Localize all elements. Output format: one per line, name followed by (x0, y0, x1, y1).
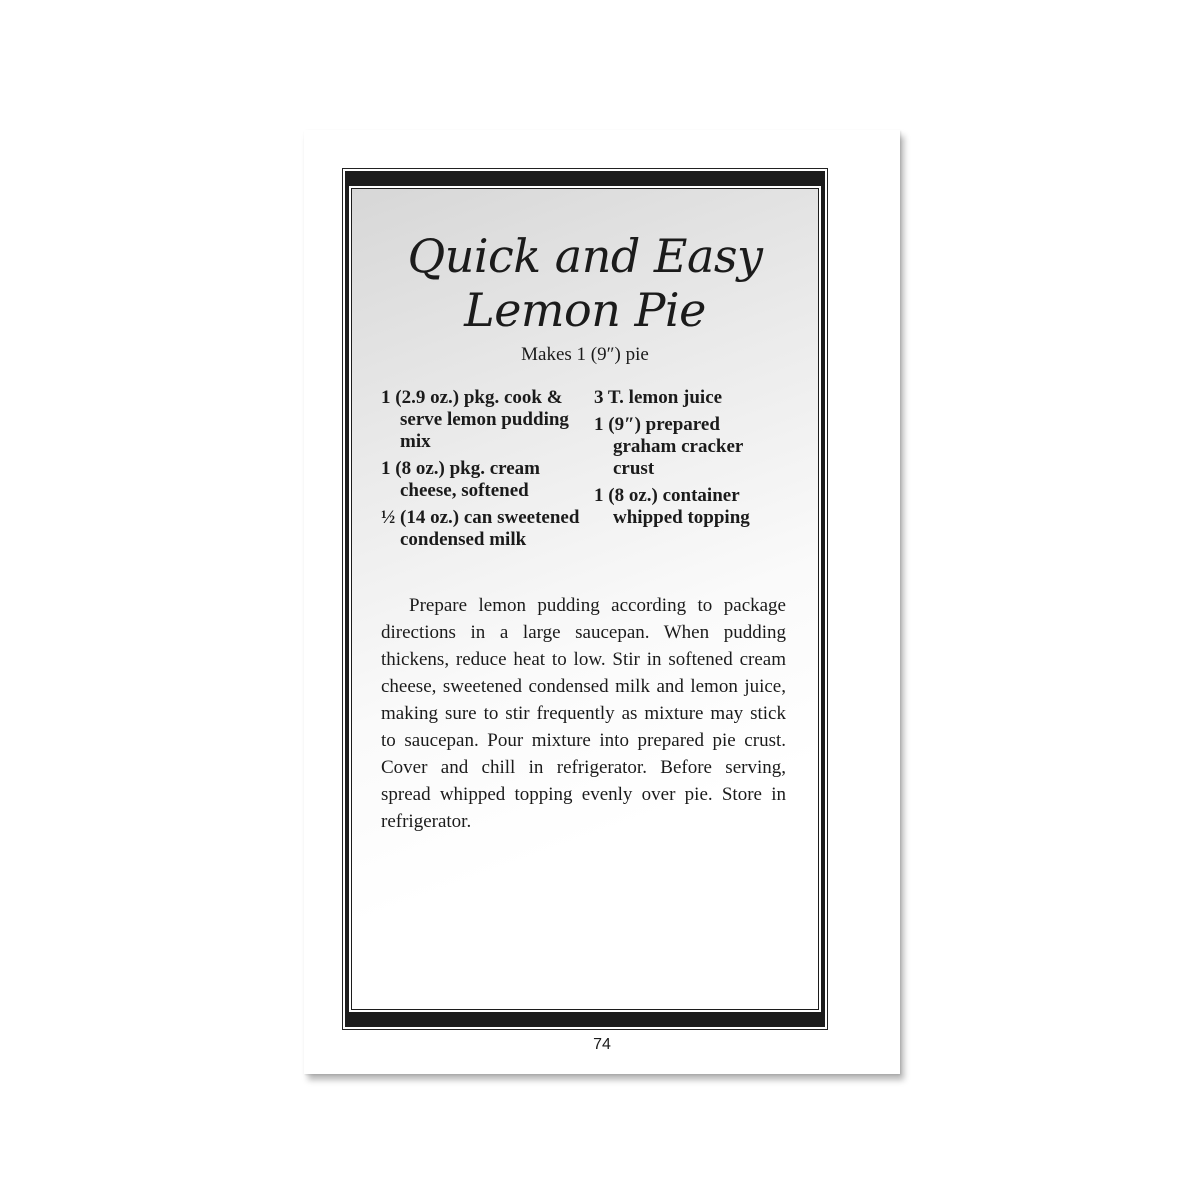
recipe-yield: Makes 1 (9″) pie (521, 344, 649, 365)
ingredient-item: 1 (8 oz.) pkg. cream cheese, softened (381, 458, 541, 501)
ingredient-item: 1 (8 oz.) container whipped topping (594, 485, 750, 528)
recipe-card-face (351, 188, 819, 1010)
recipe-title (352, 229, 818, 337)
recipe-card-frame (342, 168, 828, 1030)
recipe-card-inner (349, 186, 821, 1012)
ingredients-column-left (381, 387, 581, 556)
recipe-card (345, 171, 825, 1027)
ingredient-item: 3 T. lemon juice (594, 387, 723, 408)
book-page (304, 130, 900, 1074)
recipe-title-line-2: Lemon Pie (464, 283, 706, 337)
ingredient-item: 1 (2.9 oz.) pkg. cook & serve lemon pudding mix (381, 387, 569, 452)
ingredients-column-right (594, 387, 779, 534)
ingredient-item: ½ (14 oz.) can sweetened condensed milk (381, 507, 580, 550)
page-number: 74 (593, 1036, 611, 1053)
recipe-directions: Prepare lemon pudding according to package directions in a large saucepan. When pudding thickens, reduce heat to low. Stir in softened cream cheese, sweetened condensed milk and lemon juice, making sure to stir frequently as mixture may stick to saucepan. Pour mixture into prepared pie crust. Cover and chill in refrigerator. Before serving, spread whipped topping evenly over pie. Store in refrigerator. (381, 595, 786, 832)
ingredient-item: 1 (9″) prepared graham cracker crust (594, 414, 743, 479)
recipe-title-line-1: Quick and Easy (407, 229, 763, 283)
